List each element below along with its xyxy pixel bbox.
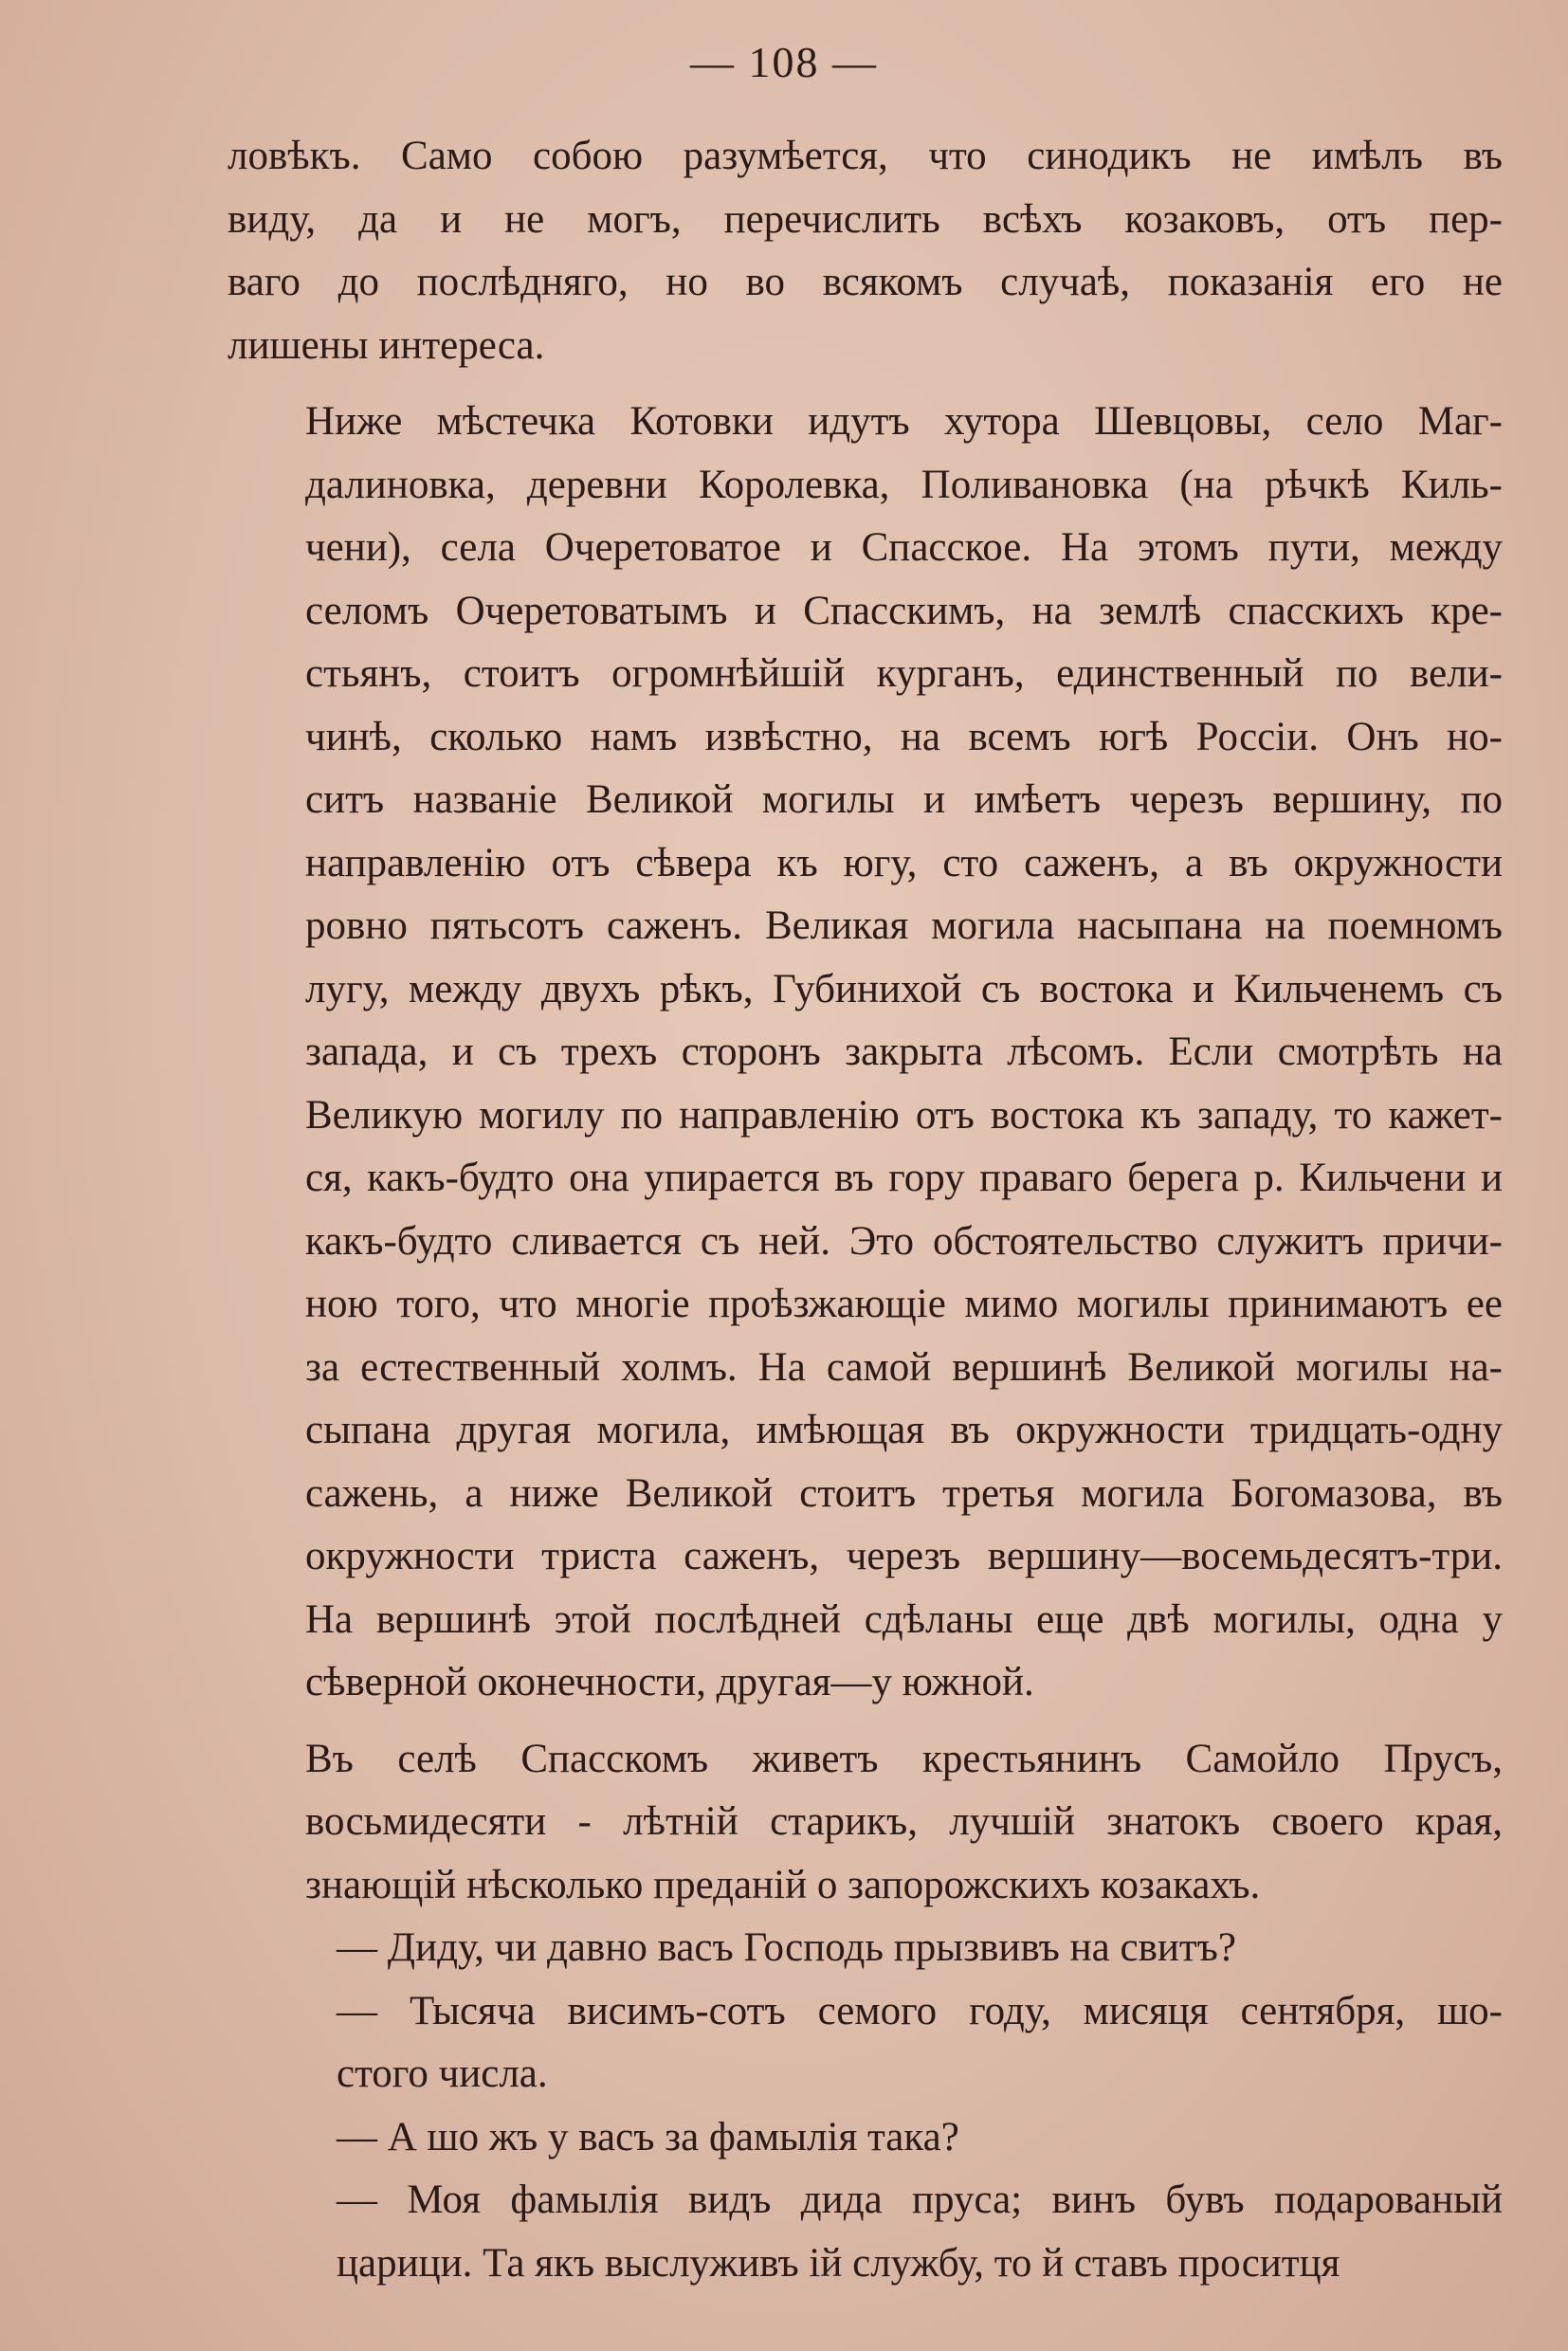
text-line: запада, и съ трехъ сторонъ закрыта лѣсомъ. Если смотрѣть на (305, 1030, 1503, 1074)
text-line: ровно пятьсотъ саженъ. Великая могила насыпана на поемномъ (305, 903, 1503, 948)
text-line: — Тысяча висимъ-сотъ семого году, мисяця сентября, шо- (337, 1988, 1503, 2033)
text-line: Великую могилу по направленію отъ востока къ западу, то кажет- (305, 1092, 1503, 1138)
text-line: сажень, а ниже Великой стоитъ третья могила Богомазова, въ (305, 1470, 1503, 1516)
text-line: знающій нѣсколько преданій о запорожскихъ козакахъ. (305, 1862, 1261, 1907)
paragraph (228, 125, 1503, 377)
text-line: ловѣкъ. Само собою разумѣется, что синодикъ не имѣлъ въ (228, 134, 1503, 178)
text-line: виду, да и не могъ, перечислить всѣхъ козаковъ, отъ пер- (228, 196, 1503, 242)
text-line: ся, какъ-будто она упирается въ гору праваго берега р. Кильчени и (305, 1156, 1503, 1200)
text-line: Въ селѣ Спасскомъ живетъ крестьянинъ Самойло Прусъ, (305, 1736, 1503, 1781)
text-line: На вершинѣ этой послѣдней сдѣланы еще двѣ могилы, одна у (305, 1596, 1503, 1642)
text-line: царици. Та якъ выслуживъ ій службу, то й ставъ проситця (337, 2240, 1340, 2286)
text-line: — Диду, чи давно васъ Господь прызвивъ на свитъ? (337, 1925, 1237, 1970)
text-line: направленію отъ сѣвера къ югу, сто саженъ, а въ окружности (305, 840, 1503, 885)
text-line: чени), села Очеретоватое и Спасское. На этомъ пути, между (305, 525, 1503, 570)
paragraph (228, 391, 1503, 1715)
text-line: селомъ Очеретоватымъ и Спасскимъ, на землѣ спасскихъ кре- (305, 588, 1503, 633)
text-line: стого числа. (337, 2051, 548, 2096)
text-body (228, 125, 1503, 2295)
text-line: стьянъ, стоитъ огромнѣйшій курганъ, единственный по вели- (305, 651, 1503, 696)
dialogue-line (228, 2106, 1503, 2170)
paragraph (228, 1728, 1503, 1918)
text-line: восьмидесяти - лѣтній старикъ, лучшій знатокъ своего края, (305, 1799, 1503, 1844)
text-line: — А шо жъ у васъ за фамылія така? (337, 2114, 959, 2160)
text-line: какъ-будто сливается съ ней. Это обстоятельство служитъ причи- (305, 1218, 1503, 1264)
dialogue-line (228, 1917, 1503, 1980)
text-line: ною того, что многіе проѣзжающіе мимо могилы принимаютъ ее (305, 1282, 1503, 1326)
text-line: Ниже мѣстечка Котовки идутъ хутора Шевцовы, село Маг- (305, 399, 1503, 444)
text-line: сыпана другая могила, имѣющая въ окружности тридцать-одну (305, 1408, 1503, 1452)
text-line: лугу, между двухъ рѣкъ, Губинихой съ востока и Кильченемъ съ (305, 966, 1503, 1011)
text-line: ваго до послѣдняго, но во всякомъ случаѣ, показанія его не (228, 260, 1503, 304)
text-line: — Моя фамылія видъ дида пруса; винъ бувъ подарованый (337, 2178, 1503, 2222)
text-line: за естественный холмъ. На самой вершинѣ Великой могилы на- (305, 1344, 1503, 1390)
text-line: окружности триста саженъ, черезъ вершину—восемьдесятъ-три. (305, 1534, 1503, 1578)
text-line: ситъ названіе Великой могилы и имѣетъ черезъ вершину, по (305, 777, 1503, 822)
dialogue-line (228, 1980, 1503, 2106)
text-line: сѣверной оконечности, другая—у южной. (305, 1660, 1034, 1704)
text-line: далиновка, деревни Королевка, Поливановка (на рѣчкѣ Киль- (305, 462, 1503, 507)
text-line: чинѣ, сколько намъ извѣстно, на всемъ югѣ Россіи. Онъ но- (305, 714, 1503, 759)
dialogue-line (228, 2169, 1503, 2295)
page-number: — 108 — (690, 38, 878, 86)
text-line: лишены интереса. (228, 322, 545, 368)
